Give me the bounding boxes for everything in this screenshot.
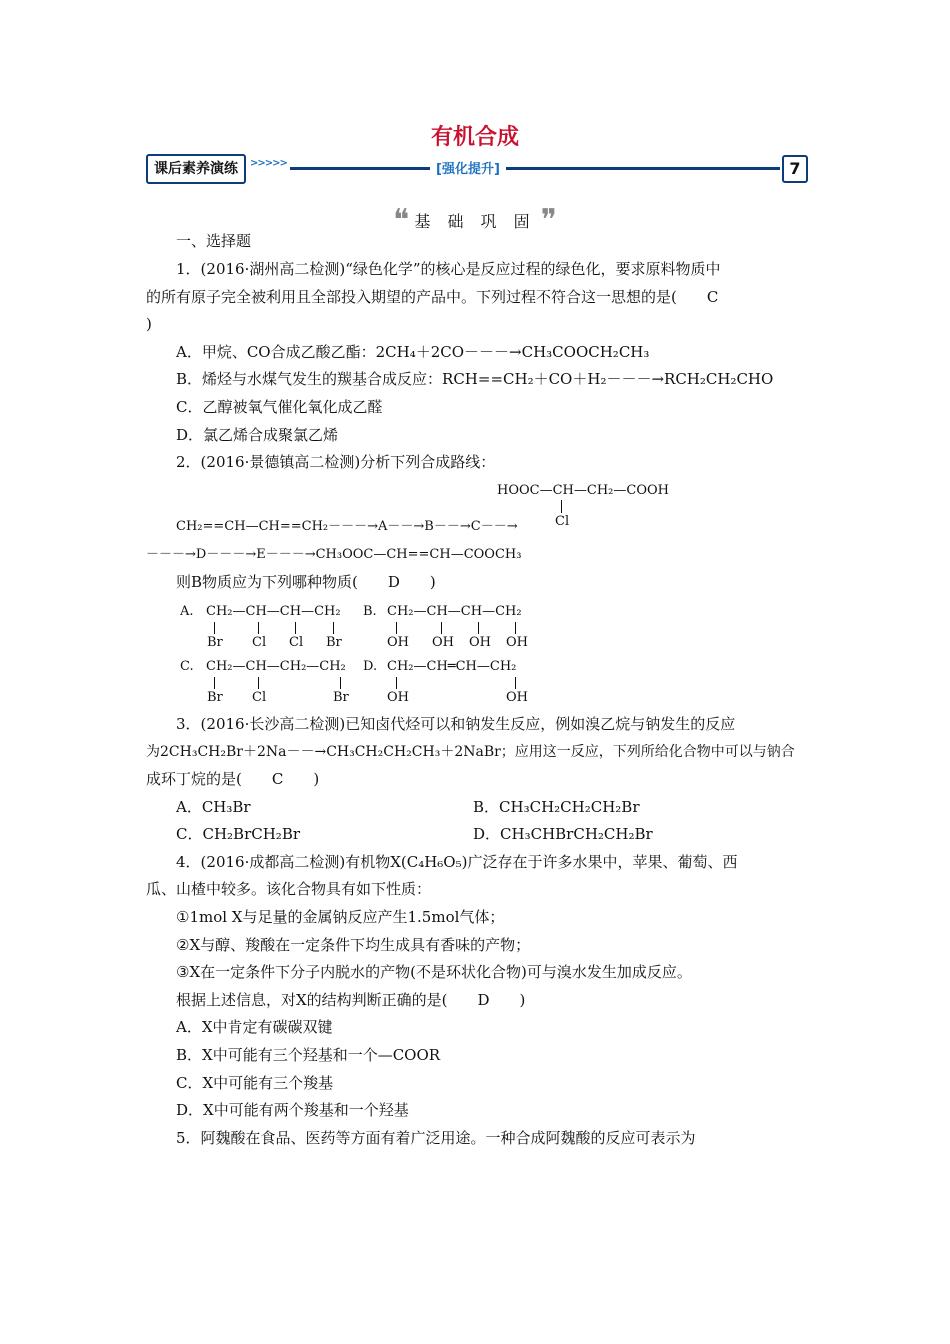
q2-option-a-sub: Cl [252,635,267,650]
banner-middle-label: [强化提升] [430,158,506,177]
q2-stem: 2．(2016·景德镇高二检测)分析下列合成路线： [176,453,496,471]
q3-line2: 为2CH₃CH₂Br＋2Na－－→CH₃CH₂CH₂CH₃＋2NaBr；应用这一反应，下列所给化合物中可以与钠合 [146,744,795,760]
q3-option-d: D．CH₃CHBrCH₂CH₂Br [473,825,653,843]
bond [214,622,215,634]
q2-option-c-sub: Br [207,690,223,705]
q3-option-b: B．CH₃CH₂CH₂CH₂Br [473,798,640,816]
banner-divider [290,167,780,170]
q2-option-c-sub: Br [333,690,349,705]
banner-arrows: >>>>> [250,158,287,169]
bond [515,677,516,689]
bond [515,622,516,634]
bond [295,622,296,634]
bond [396,622,397,634]
part-heading: 一、选择题 [176,232,252,250]
q2-option-a-sub: Cl [289,635,304,650]
q5-line1: 5．阿魏酸在食品、医药等方面有着广泛用途。一种合成阿魏酸的反应可表示为 [176,1129,696,1147]
q2-option-a-formula: CH₂—CH—CH—CH₂ [206,604,341,619]
q1-option-a: A．甲烷、CO合成乙酸乙酯：2CH₄＋2CO－－－→CH₃COOCH₂CH₃ [176,343,650,361]
close-quote-icon: ❞ [540,203,557,238]
q3-line3: 成环丁烷的是( C ) [146,770,320,788]
bond [333,622,334,634]
section-header [0,203,950,238]
q2-option-b-sub: OH [469,635,491,650]
q2-option-a-sub: Br [326,635,342,650]
q2-option-d-formula: CH₂—CH═CH—CH₂ [387,659,517,674]
q4-option-d: D．X中可能有两个羧基和一个羟基 [176,1101,409,1119]
q2-option-d-label: D. [363,659,378,674]
bond [258,677,259,689]
q2-route-line2: －－－→D－－－→E－－－→CH₃OOC—CH==CH—COOCH₃ [146,547,522,562]
q4-option-b: B．X中可能有三个羟基和一个—COOR [176,1046,441,1064]
q3-option-a: A．CH₃Br [176,798,251,816]
q4-property-3: ③X在一定条件下分子内脱水的产物(不是环状化合物)可与溴水发生加成反应。 [176,963,692,981]
banner-label: 课后素养演练 [146,154,246,184]
bond [396,677,397,689]
bond [441,622,442,634]
q2-option-b-sub: OH [387,635,409,650]
q1-line2: 的所有原子完全被利用且全部投入期望的产品中。下列过程不符合这一思想的是( C [146,288,719,306]
q4-ask: 根据上述信息，对X的结构判断正确的是( D ) [176,991,526,1009]
q2-option-c-formula: CH₂—CH—CH₂—CH₂ [206,659,346,674]
q4-option-c: C．X中可能有三个羧基 [176,1074,334,1092]
q1-option-b: B．烯烃与水煤气发生的羰基合成反应：RCH==CH₂＋CO＋H₂－－－→RCH₂CH₂CHO [176,370,774,388]
q2-option-a-label: A. [180,604,194,619]
q2-option-b-sub: OH [506,635,528,650]
bond [478,622,479,634]
q1-line3: ) [146,315,152,333]
q2-option-b-formula: CH₂—CH—CH—CH₂ [387,604,522,619]
q2-option-c-label: C. [180,659,194,674]
q2-ask: 则B物质应为下列哪种物质( D ) [176,573,436,591]
q2-structure-bond [561,500,562,513]
q2-option-d-sub: OH [387,690,409,705]
q2-structure-sub: Cl [555,514,570,529]
q2-option-b-label: B. [363,604,377,619]
banner-number: 7 [782,155,808,183]
q4-line1: 4．(2016·成都高二检测)有机物X(C₄H₆O₅)广泛存在于许多水果中，苹果、葡萄、西 [176,853,738,871]
open-quote-icon: ❝ [393,203,410,238]
q3-option-c: C．CH₂BrCH₂Br [176,825,301,843]
q1-option-d: D．氯乙烯合成聚氯乙烯 [176,426,339,444]
q4-option-a: A．X中肯定有碳碳双键 [176,1018,333,1036]
q2-option-d-sub: OH [506,690,528,705]
q4-property-1: ①1mol X与足量的金属钠反应产生1.5mol气体； [176,908,505,926]
q3-line1: 3．(2016·长沙高二检测)已知卤代烃可以和钠发生反应，例如溴乙烷与钠发生的反应 [176,715,736,733]
q1-option-c: C．乙醇被氧气催化氧化成乙醛 [176,398,383,416]
page-title: 有机合成 [430,125,519,150]
q2-route-line1: CH₂==CH—CH==CH₂－－－→A－－→B－－→C－－→ [176,519,518,534]
q4-line2: 瓜、山楂中较多。该化合物具有如下性质： [146,880,432,898]
q2-structure-main: HOOC—CH—CH₂—COOH [497,483,669,498]
bond [258,622,259,634]
q2-option-a-sub: Br [207,635,223,650]
q2-option-c-sub: Cl [252,690,267,705]
q4-property-2: ②X与醇、羧酸在一定条件下均生成具有香味的产物； [176,936,531,954]
bond [340,677,341,689]
q2-option-b-sub: OH [432,635,454,650]
q1-line1: 1．(2016·湖州高二检测)“绿色化学”的核心是反应过程的绿色化，要求原料物质中 [176,260,721,278]
section-label: 基 础 巩 固 [414,212,536,231]
bond [214,677,215,689]
